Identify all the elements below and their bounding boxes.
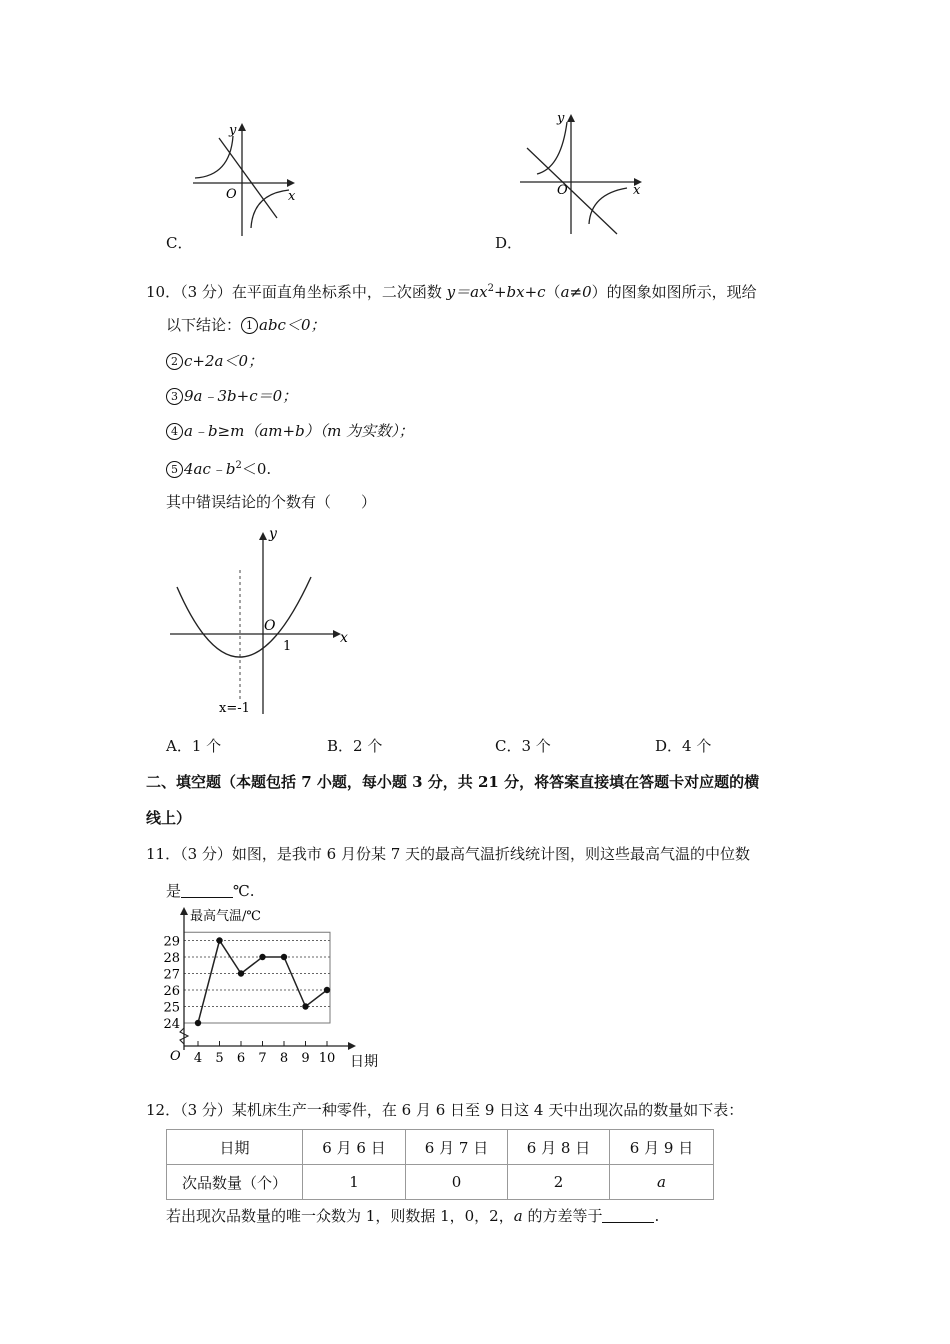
conclusion-5 [166,456,271,479]
table-header-cell: 日期 [167,1130,303,1165]
x-tick-label: 5 [215,1051,224,1066]
conclusion-5-text: 4ac﹣b [184,460,236,478]
y-label: y [269,526,277,542]
q10-stem-end: ）的图象如图所示，现给 [591,283,757,301]
conclusion-3 [166,386,297,406]
series-line [198,941,327,1024]
conclusion-1-text: abc＜0； [259,316,326,334]
conclusion-3-text: 9a﹣3b+c＝0； [184,387,298,405]
y-tick-label: 29 [163,934,180,950]
origin-label: O [170,1049,181,1064]
y-axis-arrow [180,907,188,915]
table-cell: 1 [303,1165,406,1200]
option-c-label: C． [166,234,193,252]
conclusion-4 [166,421,414,441]
q10-option-b: B．2 个 [327,737,383,755]
q10-prompt: 其中错误结论的个数有（ ） [166,493,377,511]
conclusion-5-end: ＜0. [241,460,272,478]
table-header-cell: 6 月 8 日 [508,1130,610,1165]
y-label: y [557,111,565,126]
option-c-graph [185,118,305,240]
conclusion-3-number: 3 [166,388,183,405]
table-header-cell: 6 月 9 日 [610,1130,714,1165]
y-tick-label: 25 [163,1000,180,1016]
table-header-cell: 6 月 7 日 [406,1130,508,1165]
origin-label: O [557,183,568,198]
data-point [324,987,330,993]
q12-question-text: 若出现次品数量的唯一众数为 1，则数据 1，0，2， [166,1207,514,1225]
conclusion-4-text: a﹣b≥m（am+b）（m 为实数）； [184,422,414,440]
x-label: x [633,183,641,198]
data-point [195,1020,201,1026]
q12-stem: 12．（3 分）某机床生产一种零件，在 6 月 6 日至 9 日这 4 天中出现次品的数量如下表： [146,1101,744,1119]
x-label: x [288,189,296,204]
y-tick-label: 27 [163,967,180,983]
axis-of-symmetry-label: x=-1 [219,701,250,716]
plot-frame [184,932,330,1023]
table-row [167,1130,714,1165]
section2-heading-line1: 二、填空题（本题包括 7 小题，每小题 3 分，共 21 分，将答案直接填在答题卡对应题的横 [146,773,760,791]
data-point [302,1003,308,1009]
origin-label: O [264,618,276,634]
x-tick-label: 4 [193,1051,203,1066]
data-point [238,970,244,976]
y-label: y [229,123,237,138]
table-cell: a [610,1165,714,1200]
x-tick-label: 8 [279,1051,289,1066]
table-cell: 0 [406,1165,508,1200]
q10-conclusions-intro: 以下结论： [166,316,242,334]
conclusion-4-number: 4 [166,423,183,440]
section2-heading-line2: 线上） [146,809,192,827]
parabola-graph [165,522,360,717]
y-tick-label: 28 [163,951,180,966]
data-point [259,954,265,960]
option-d-graph [515,108,650,238]
x-tick-label: 9 [301,1051,310,1066]
q10-stem-line2 [166,315,326,335]
x-axis-arrow [348,1042,356,1050]
q10-stem-line1 [146,279,757,302]
conclusion-2 [166,351,263,371]
q11-unit: ℃. [233,882,255,900]
q11-stem-line2 [166,881,255,901]
table-row [167,1165,714,1200]
q10-paren: （ [545,283,561,301]
q11-stem-text: 是 [166,882,182,900]
q10-condition: a≠0 [560,283,592,301]
q12-variable: a [513,1207,523,1225]
q12-question-text-2: 的方差等于 [522,1207,603,1225]
q10-equation-tail: +bx+c [493,283,546,301]
q10-exponent: 2 [487,283,494,294]
x-tick-label: 7 [258,1051,267,1066]
answer-blank[interactable] [602,1208,654,1223]
temperature-line-chart [160,904,390,1070]
defect-table [166,1129,714,1200]
q10-option-a: A．1 个 [166,737,222,755]
conclusion-5-exponent: 2 [235,460,242,471]
data-point [216,937,222,943]
conclusion-2-number: 2 [166,353,183,370]
table-header-cell: 6 月 6 日 [303,1130,406,1165]
q11-stem-line1: 11．（3 分）如图，是我市 6 月份某 7 天的最高气温折线统计图，则这些最高气温的中位数 [146,845,751,863]
table-cell: 次品数量（个） [167,1165,303,1200]
x-tick-label: 6 [236,1051,246,1066]
x-label: x [340,630,348,646]
q10-option-d: D．4 个 [655,737,712,755]
conclusion-1-number: 1 [241,317,258,334]
q12-question [166,1206,659,1226]
q10-equation: y＝ax [446,283,488,301]
root-label: 1 [283,639,292,654]
conclusion-2-text: c+2a＜0； [184,352,263,370]
answer-blank[interactable] [181,883,233,898]
y-tick-label: 24 [163,1017,180,1032]
x-tick-label: 10 [318,1051,336,1066]
data-point [281,954,287,960]
origin-label: O [226,187,237,202]
q12-end: . [654,1207,660,1225]
y-tick-label: 26 [163,984,180,999]
option-d-label: D． [495,234,523,252]
q10-stem-text: 10．（3 分）在平面直角坐标系中，二次函数 [146,283,447,301]
x-axis-label: 日期 [350,1054,378,1070]
chart-title: 最高气温/℃ [190,909,261,924]
conclusion-5-number: 5 [166,461,183,478]
table-cell: 2 [508,1165,610,1200]
q10-option-c: C．3 个 [495,737,551,755]
